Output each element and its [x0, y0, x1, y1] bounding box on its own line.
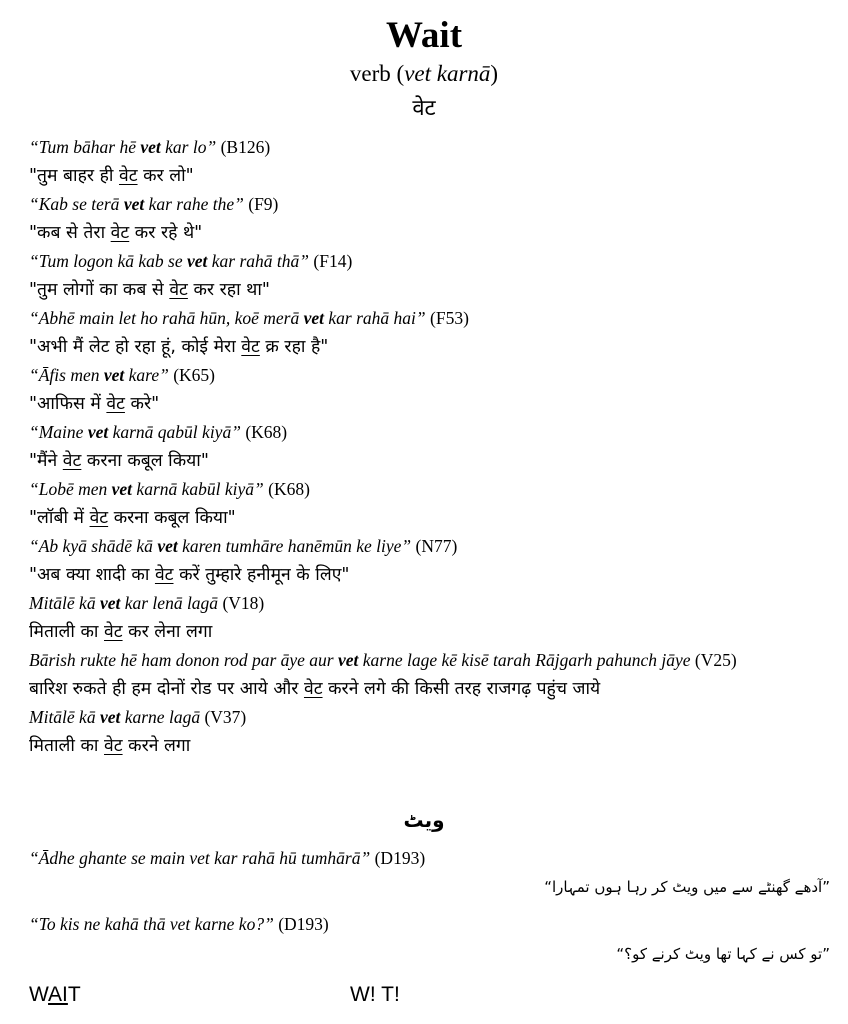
urdu-example-script: ”تو کس نے کہا تھا ویٹ کرنے کو؟“	[616, 945, 830, 963]
example-transliteration: “Tum logon kā kab se vet kar rahā thā” (F14)	[29, 251, 353, 271]
headword-underlined: वेट	[303, 679, 323, 699]
example-entry	[29, 477, 837, 534]
example-entry	[29, 363, 837, 420]
example-devanagari: मिताली का वेट कर लेना लगा	[29, 622, 213, 642]
example-entry	[29, 249, 837, 306]
headword-underlined: वेट	[106, 394, 125, 414]
example-transliteration: “Lobē men vet karnā kabūl kiyā” (K68)	[29, 479, 310, 499]
example-devanagari: "कब से तेरा वेट कर रहे थे"	[29, 223, 203, 243]
headword-underlined: वेट	[104, 736, 123, 756]
source-ref: (V25)	[690, 650, 737, 670]
headword-underlined: वेट	[169, 280, 188, 300]
example-transliteration: Bārish rukte hē ham donon rod par āye aur vet karne lage kē kisē tarah Rājgarh pahunch jāye (V25)	[29, 650, 737, 670]
example-devanagari: "अभी मैं लेट हो रहा हूं, कोई मेरा वेट क्र रहा है"	[29, 337, 329, 357]
urdu-example-transliteration: “Ādhe ghante se main vet kar rahā hū tumhārā” (D193)	[29, 848, 426, 868]
example-transliteration: Mitālē kā vet kar lenā lagā (V18)	[29, 593, 265, 613]
example-transliteration: Mitālē kā vet karne lagā (V37)	[29, 707, 247, 727]
example-entry	[29, 534, 837, 591]
example-entry	[29, 192, 837, 249]
example-devanagari: मिताली का वेट करने लगा	[29, 736, 191, 756]
example-devanagari: "तुम लोगों का कब से वेट कर रहा था"	[29, 280, 270, 300]
example-list	[29, 135, 837, 762]
source-ref: (B126)	[216, 137, 271, 157]
headword-underlined: वेट	[104, 622, 123, 642]
footer-spelling-hint: WAIT	[29, 983, 81, 1006]
source-ref: (D193)	[370, 848, 426, 868]
example-transliteration: “Āfis men vet kare” (K65)	[29, 365, 216, 385]
example-transliteration: “Kab se terā vet kar rahe the” (F9)	[29, 194, 279, 214]
example-entry	[29, 705, 837, 762]
example-devanagari: "मैंने वेट करना कबूल किया"	[29, 451, 209, 471]
example-transliteration: “Maine vet karnā qabūl kiyā” (K68)	[29, 422, 288, 442]
urdu-example-transliteration: “To kis ne kahā thā vet karne ko?” (D193)	[29, 914, 329, 934]
example-devanagari: बारिश रुकते ही हम दोनों रोड पर आये और वेट करने लगे की किसी तरह राजगढ़ पहुंच जाये	[29, 679, 601, 699]
example-transliteration: “Tum bāhar hē vet kar lo” (B126)	[29, 137, 271, 157]
headword-underlined: वेट	[62, 451, 82, 471]
headword-underlined: वेट	[118, 166, 138, 186]
example-entry	[29, 306, 837, 363]
entry-title: Wait	[385, 15, 463, 56]
example-entry	[29, 135, 837, 192]
source-ref: (K68)	[240, 422, 288, 442]
source-ref: (V18)	[218, 593, 265, 613]
example-entry	[29, 420, 837, 477]
source-ref: (F9)	[243, 194, 279, 214]
source-ref: (K65)	[168, 365, 216, 385]
entry-part-of-speech	[0, 60, 848, 88]
source-ref: (F14)	[309, 251, 353, 271]
subtitle-prefix: verb (	[349, 61, 405, 86]
example-devanagari: "अब क्या शादी का वेट करें तुम्हारे हनीमून के लिए"	[29, 565, 350, 585]
subtitle-suffix: )	[490, 61, 499, 86]
example-transliteration: “Ab kyā shādē kā vet karen tumhāre hanēmūn ke liye” (N77)	[29, 536, 458, 556]
footer-pronunciation-hint: W! T!	[350, 983, 400, 1006]
example-devanagari: "लॉबी में वेट करना कबूल किया"	[29, 508, 236, 528]
source-ref: (N77)	[411, 536, 458, 556]
headword-underlined: वेट	[241, 337, 260, 357]
source-ref: (V37)	[200, 707, 247, 727]
example-devanagari: "तुम बाहर ही वेट कर लो"	[29, 166, 194, 186]
headword-underlined: वेट	[154, 565, 174, 585]
headword-underlined: वेट	[110, 223, 130, 243]
urdu-example-script: ”آدھے گھنٹے سے میں ویٹ کر رہا ہوں تمہارا“	[544, 878, 830, 896]
source-ref: (F53)	[425, 308, 469, 328]
urdu-headword: ویٹ	[403, 808, 445, 832]
headword-underlined: वेट	[89, 508, 109, 528]
subtitle-translit: vet karnā	[404, 61, 491, 86]
example-transliteration: “Abhē main let ho rahā hūn, koē merā vet kar rahā hai” (F53)	[29, 308, 469, 328]
source-ref: (K68)	[263, 479, 310, 499]
footer-underlined-letters: AI	[48, 983, 68, 1006]
example-devanagari: "आफिस में वेट करे"	[29, 394, 160, 414]
source-ref: (D193)	[273, 914, 329, 934]
entry-hindi-headword: वेट	[412, 96, 436, 121]
example-entry	[29, 591, 837, 648]
example-entry	[29, 648, 837, 705]
